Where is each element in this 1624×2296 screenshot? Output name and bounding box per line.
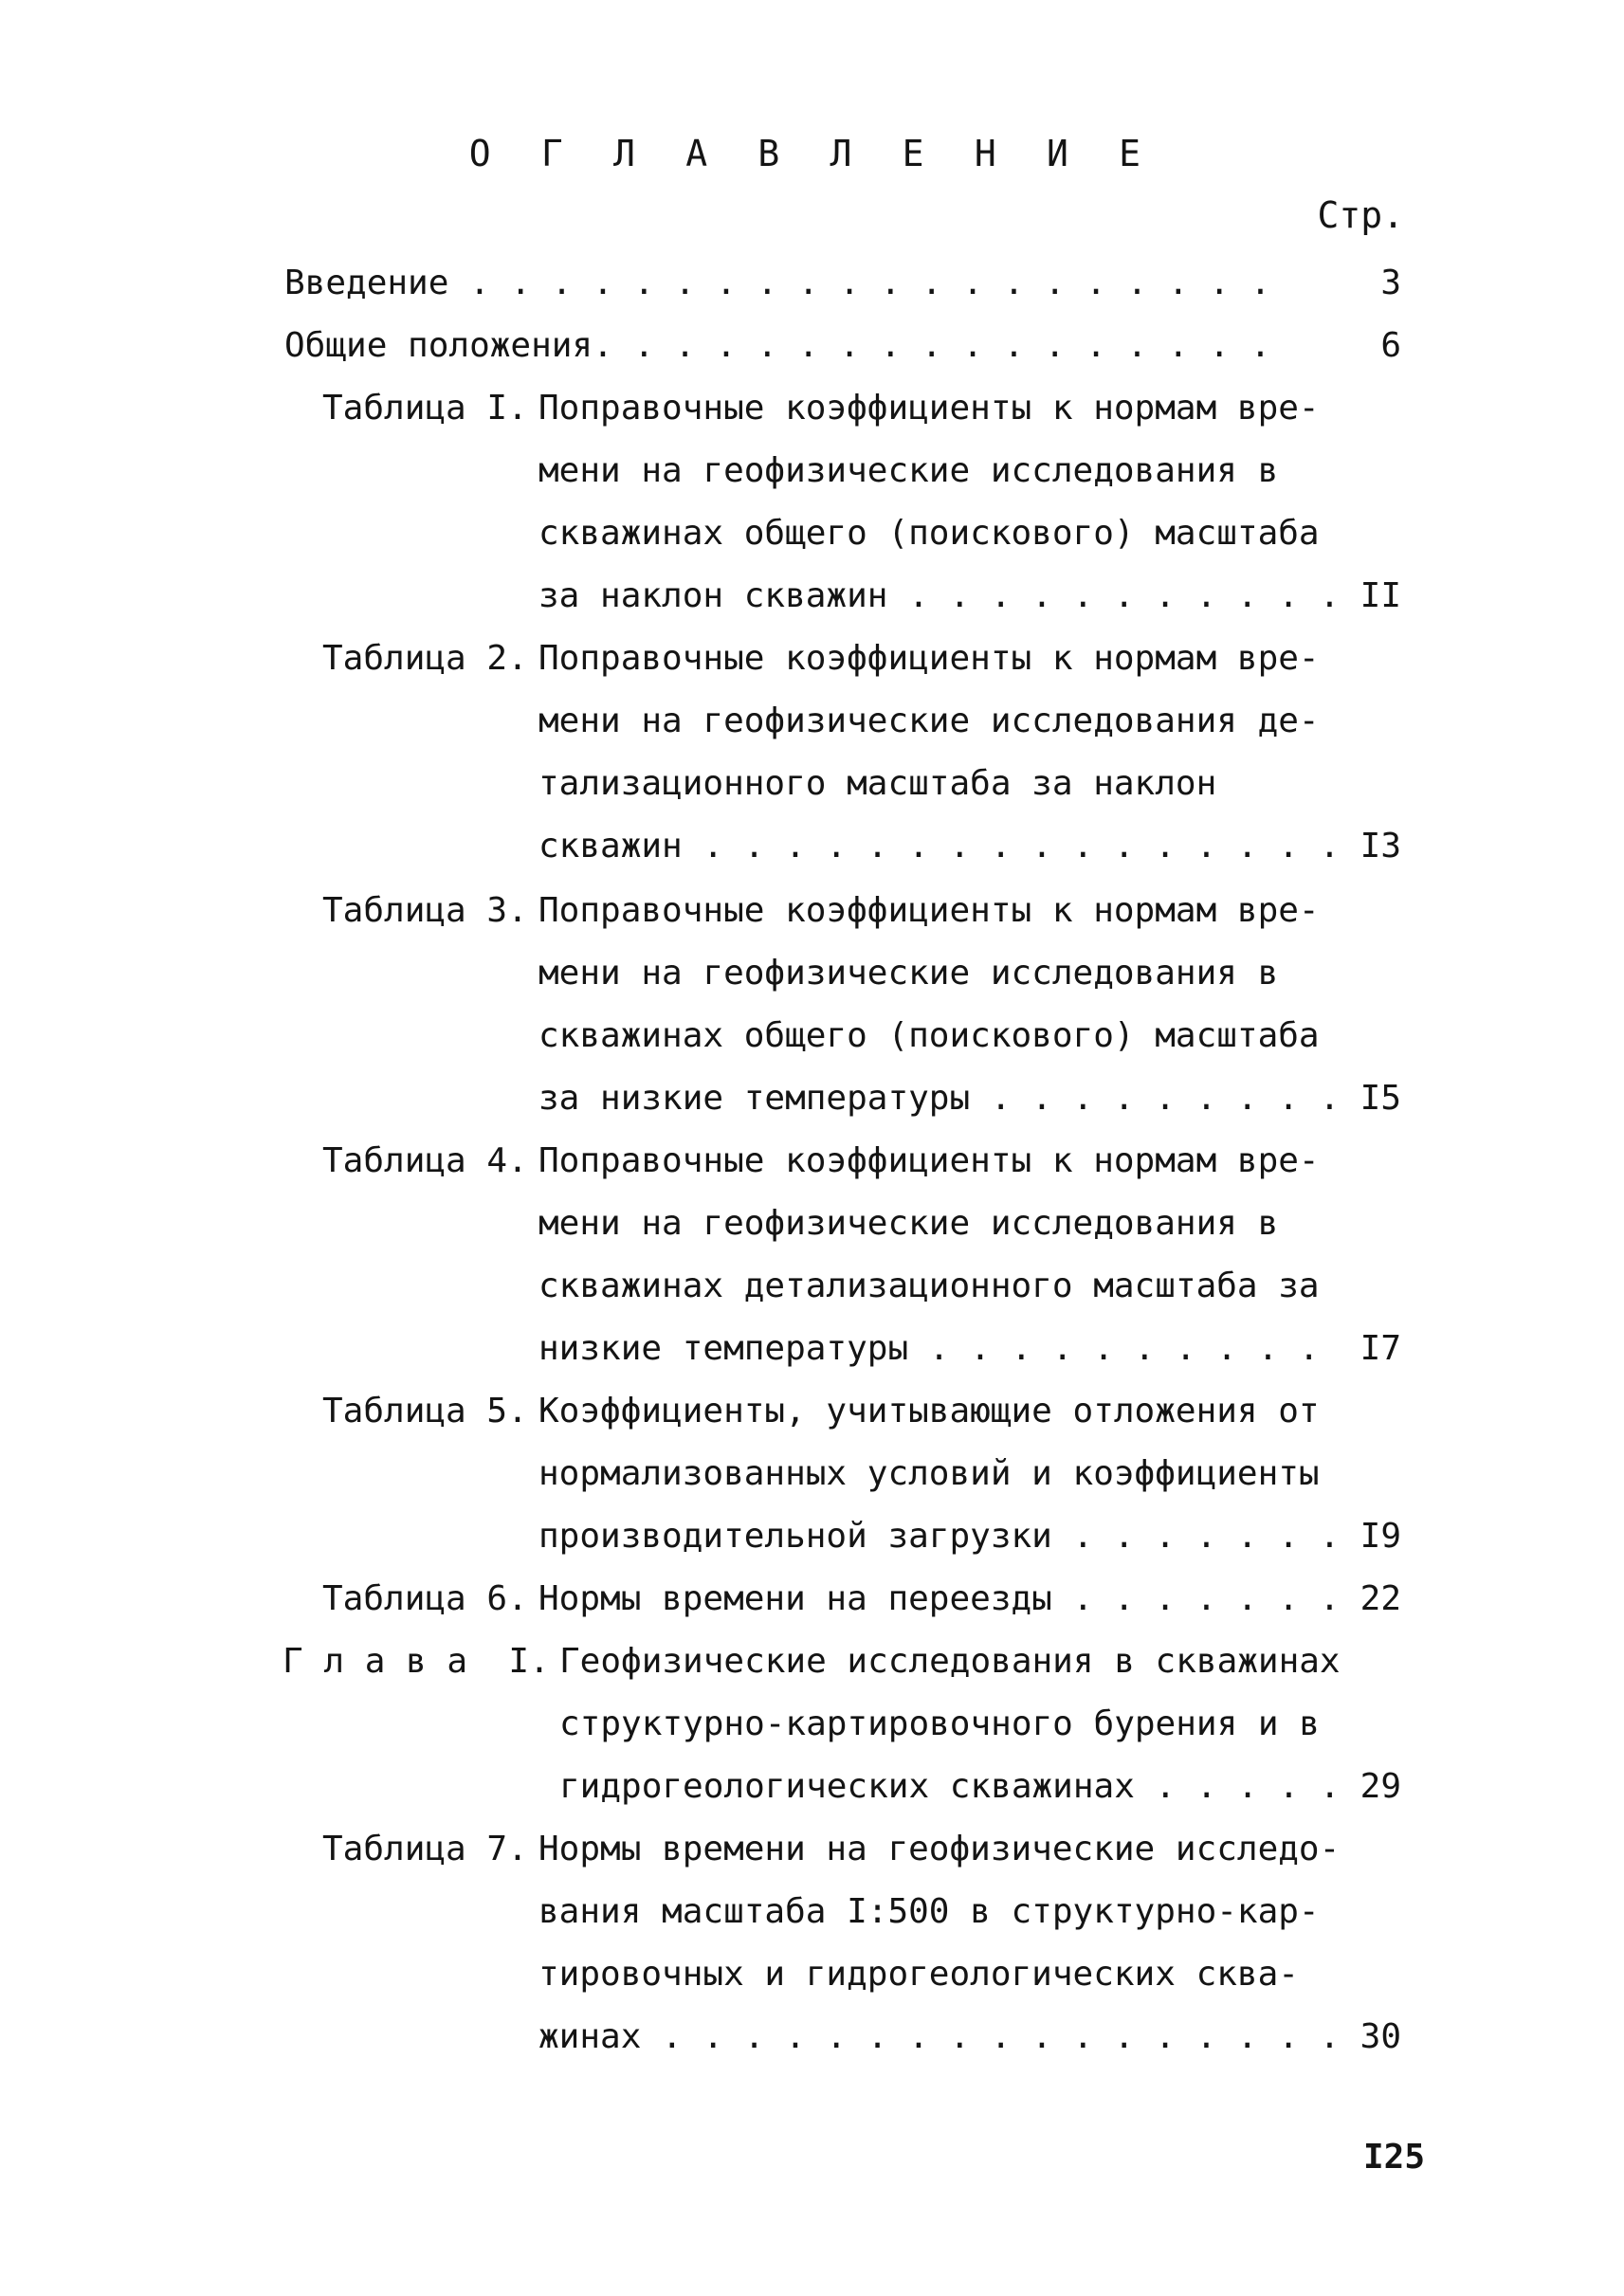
toc-entry-line: производительной загрузки . . . . . . . <box>538 1517 1341 1556</box>
toc-entry-line: за низкие температуры . . . . . . . . . <box>538 1079 1341 1118</box>
toc-entry-line: Коэффициенты, учитывающие отложения от <box>538 1392 1320 1430</box>
page-column-label: Стр. <box>1317 194 1404 236</box>
toc-entry-line: Геофизические исследования в скважинах <box>559 1642 1341 1681</box>
toc-entry-prefix: Таблица 5. <box>322 1392 528 1430</box>
toc-entry-prefix: Таблица 7. <box>322 1830 528 1868</box>
toc-page-number: I7 <box>1359 1329 1401 1368</box>
toc-entry-line: мени на геофизические исследования в <box>538 451 1279 490</box>
toc-entry-line: скважинах детализационного масштаба за <box>538 1266 1320 1305</box>
toc-entry-line: Нормы времени на переезды . . . . . . . <box>538 1579 1341 1618</box>
toc-entry-line: скважинах общего (поискового) масштаба <box>538 514 1320 553</box>
toc-entry-line: Нормы времени на геофизические исследо- <box>538 1830 1341 1868</box>
toc-entry-line: структурно-картировочного бурения и в <box>559 1704 1320 1743</box>
toc-entry-line: низкие температуры . . . . . . . . . . <box>538 1329 1320 1368</box>
toc-entry-introduction: Введение . . . . . . . . . . . . . . . . . . . . <box>284 264 1271 302</box>
toc-entry-line: нормализованных условий и коэффициенты <box>538 1454 1320 1493</box>
toc-entry-line: скважинах общего (поискового) масштаба <box>538 1016 1320 1055</box>
toc-page-number: 22 <box>1359 1579 1401 1618</box>
toc-entry-line: мени на геофизические исследования де- <box>538 702 1320 740</box>
toc-page-number: 6 <box>1380 326 1401 365</box>
toc-page-number: I9 <box>1359 1517 1401 1556</box>
toc-entry-line: тализационного масштаба за наклон <box>538 764 1217 803</box>
toc-entry-line: Поправочные коэффициенты к нормам вре- <box>538 891 1320 930</box>
toc-page-number: 29 <box>1359 1767 1401 1806</box>
toc-entry-line: Поправочные коэффициенты к нормам вре- <box>538 1141 1320 1180</box>
toc-page-number: I3 <box>1359 827 1401 866</box>
toc-entry-prefix: Таблица I. <box>322 389 528 428</box>
toc-page-number: 3 <box>1380 264 1401 302</box>
toc-entry-line: скважин . . . . . . . . . . . . . . . . <box>538 827 1341 866</box>
toc-heading: О Г Л А В Л Е Н И Е <box>468 133 1156 174</box>
toc-entry-line: мени на геофизические исследования в <box>538 1204 1279 1243</box>
toc-entry-line: гидрогеологических скважинах . . . . . <box>559 1767 1341 1806</box>
toc-entry-general-provisions: Общие положения. . . . . . . . . . . . . . . . . <box>284 326 1271 365</box>
page-folio-number: I25 <box>1363 2138 1426 2177</box>
toc-entry-line: за наклон скважин . . . . . . . . . . . <box>538 576 1341 615</box>
toc-entry-prefix: Таблица 2. <box>322 639 528 678</box>
toc-entry-prefix: Таблица 6. <box>322 1579 528 1618</box>
toc-entry-prefix: Таблица 4. <box>322 1141 528 1180</box>
toc-entry-line: тировочных и гидрогеологических сква- <box>538 1955 1299 1994</box>
toc-entry-line: Поправочные коэффициенты к нормам вре- <box>538 389 1320 428</box>
toc-page-number: 30 <box>1359 2017 1401 2056</box>
toc-entry-line: Поправочные коэффициенты к нормам вре- <box>538 639 1320 678</box>
toc-page-number: II <box>1359 576 1401 615</box>
toc-entry-prefix: Таблица 3. <box>322 891 528 930</box>
toc-entry-line: вания масштаба I:500 в структурно-кар- <box>538 1892 1320 1931</box>
toc-entry-line: жинах . . . . . . . . . . . . . . . . . <box>538 2017 1341 2056</box>
toc-chapter-prefix: Г л а в а I. <box>283 1642 550 1681</box>
toc-page-number: I5 <box>1359 1079 1401 1118</box>
toc-entry-line: мени на геофизические исследования в <box>538 954 1279 993</box>
